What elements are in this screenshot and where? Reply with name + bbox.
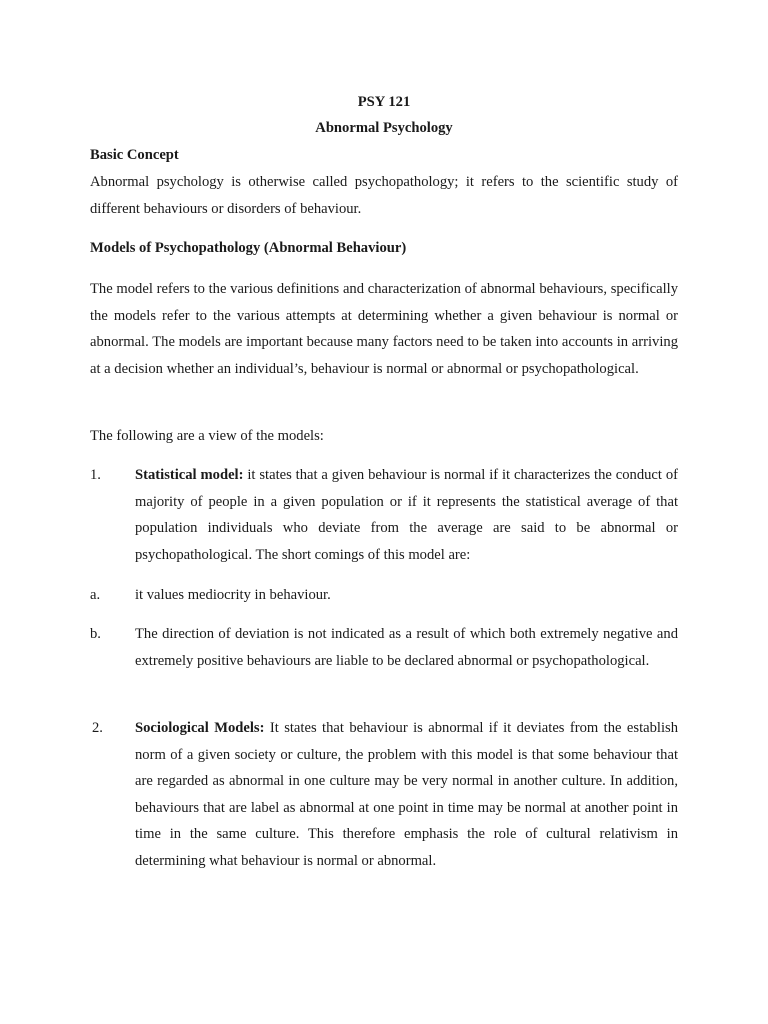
list-marker: 1. — [90, 467, 101, 483]
basic-concept-heading: Basic Concept — [90, 147, 179, 163]
course-title: Abnormal Psychology — [315, 120, 453, 136]
model-term: Statistical model: — [135, 467, 244, 483]
model-description — [135, 715, 678, 875]
models-lead-in: The following are a view of the models: — [90, 428, 324, 444]
model-term: Sociological Models: — [135, 720, 265, 736]
model-description — [135, 462, 678, 568]
list-marker: a. — [90, 587, 101, 603]
models-intro: The model refers to the various definitions and characterization of abnormal behaviours, specifically the models refer to the various attempts at determining whether a given behaviour is normal or abnormal. The models are important because many factors need to be taken into accounts in arriving at a decision whether an individual’s, behaviour is normal or abnormal or psychopathological. — [90, 281, 678, 377]
shortcoming-text: The direction of deviation is not indicated as a result of which both extremely negative and extremely positive behaviours are liable to be declared abnormal or psychopathological. — [135, 626, 678, 669]
course-code: PSY 121 — [357, 94, 411, 110]
basic-concept-text: Abnormal psychology is otherwise called psychopathology; it refers to the scientific study of different behaviours or disorders of behaviour. — [90, 174, 678, 217]
model-text: It states that behaviour is abnormal if it deviates from the establish norm of a given society or culture, the problem with this model is that some behaviour that are regarded as abnormal in one culture may be very normal in another culture. In addition, behaviours that are label as abnormal at one point in time may be normal at another point in time in the same culture. This therefore emphasis the role of cultural relativism in determining what behaviour is normal or abnormal. — [135, 720, 678, 869]
model-text: it states that a given behaviour is normal if it characterizes the conduct of majority of people in a given population or if it represents the statistical average of that population individuals who deviate from the average are said to be abnormal or psychopathological. The short comings of this model are: — [135, 467, 678, 563]
list-marker: b. — [90, 626, 101, 642]
models-heading: Models of Psychopathology (Abnormal Behaviour) — [90, 240, 407, 256]
list-marker: 2. — [92, 720, 103, 736]
shortcoming-text: it values mediocrity in behaviour. — [135, 587, 331, 603]
